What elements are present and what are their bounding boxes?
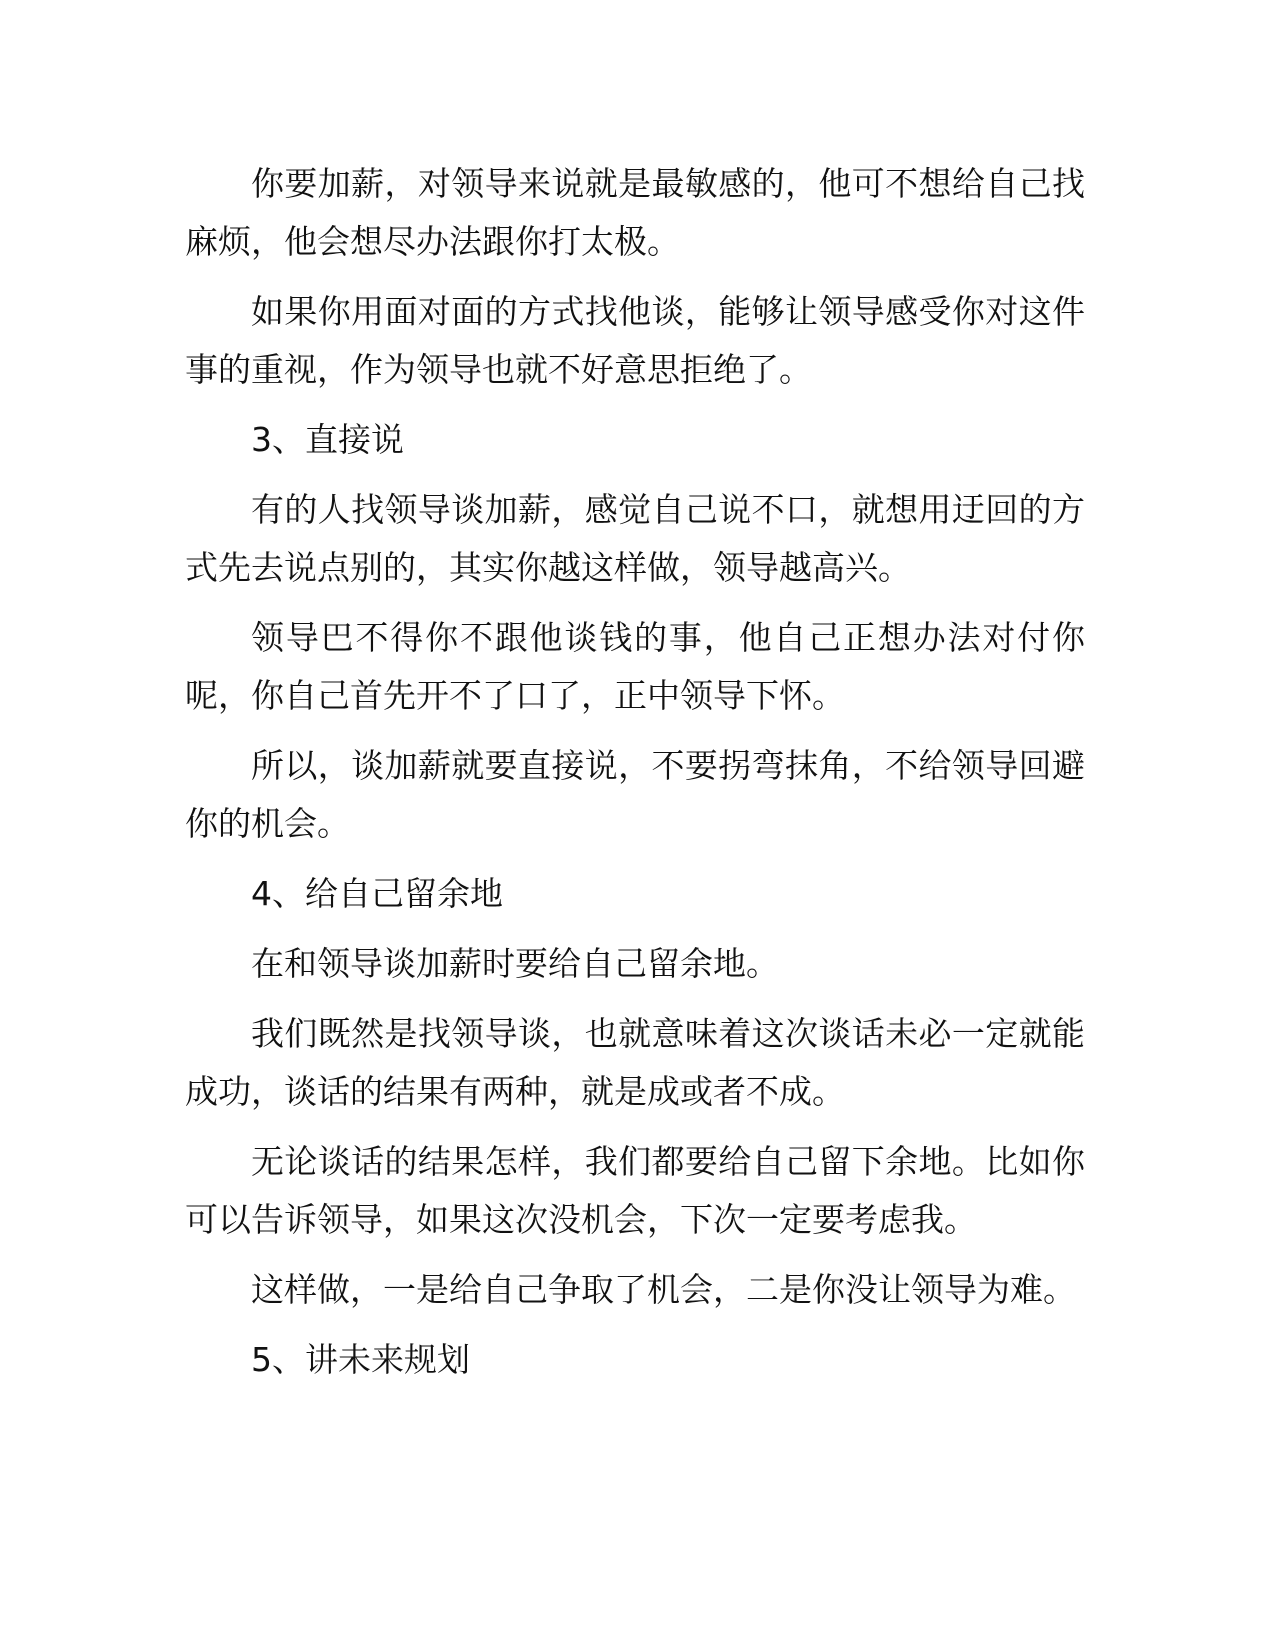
section-heading-4: 4、给自己留余地: [251, 874, 503, 913]
section-heading-5: 5、讲未来规划: [251, 1340, 470, 1379]
paragraph-4: 领导巴不得你不跟他谈钱的事，他自己正想办法对付你呢，你自己首先开不了口了，正中领导下怀。: [185, 618, 1085, 715]
section-heading-3: 3、直接说: [251, 420, 404, 459]
paragraph-6: 在和领导谈加薪时要给自己留余地。: [251, 944, 779, 983]
paragraph-3: 有的人找领导谈加薪，感觉自己说不口，就想用迂回的方式先去说点别的，其实你越这样做，领导越高兴。: [185, 490, 1085, 587]
document-body: [185, 155, 1085, 1401]
paragraph-1: 你要加薪，对领导来说就是最敏感的，他可不想给自己找麻烦，他会想尽办法跟你打太极。: [185, 164, 1085, 261]
paragraph-7: 我们既然是找领导谈，也就意味着这次谈话未必一定就能成功，谈话的结果有两种，就是成或者不成。: [185, 1014, 1085, 1111]
paragraph-8: 无论谈话的结果怎样，我们都要给自己留下余地。比如你可以告诉领导，如果这次没机会，下次一定要考虑我。: [185, 1142, 1085, 1239]
paragraph-2: 如果你用面对面的方式找他谈，能够让领导感受你对这件事的重视，作为领导也就不好意思拒绝了。: [185, 292, 1085, 389]
paragraph-5: 所以，谈加薪就要直接说，不要拐弯抹角，不给领导回避你的机会。: [185, 746, 1085, 843]
paragraph-9: 这样做，一是给自己争取了机会，二是你没让领导为难。: [251, 1270, 1076, 1309]
